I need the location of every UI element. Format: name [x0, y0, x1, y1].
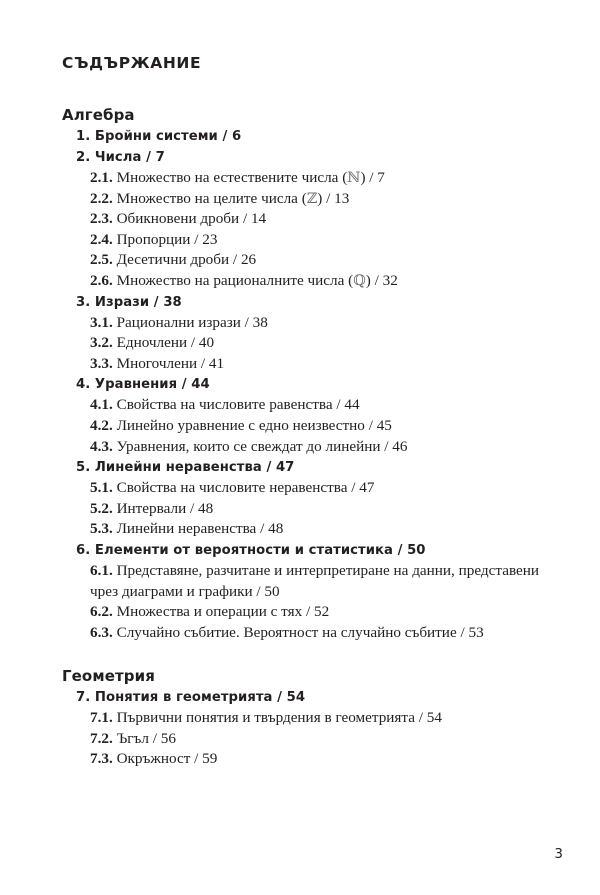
section-entry[interactable]: [90, 623, 560, 644]
section-title: Случайно събитие. Вероятност на случайно събитие / 53: [112, 623, 484, 641]
section-page-ref: ) / 32: [365, 271, 398, 289]
section-title: Окръжност / 59: [112, 750, 218, 768]
section-title: Множества и операции с тях / 52: [112, 603, 330, 621]
section-entry[interactable]: [90, 354, 560, 375]
chapter-entry[interactable]: 5. Линейни неравенства / 47: [76, 460, 295, 476]
chapter-entry[interactable]: 6. Елементи от вероятности и статистика / 50: [76, 542, 426, 558]
section-number: 7.1.: [90, 709, 113, 727]
section-entry[interactable]: [90, 230, 560, 251]
section-number: 6.3.: [90, 623, 113, 641]
section-entry[interactable]: [90, 209, 560, 230]
section-title: Ъгъл / 56: [112, 729, 176, 747]
section-entry[interactable]: [90, 416, 560, 437]
page-number: 3: [554, 846, 563, 862]
section-entry[interactable]: [90, 437, 560, 458]
section-number: 2.3.: [90, 210, 113, 228]
section-entry[interactable]: [90, 478, 560, 499]
part-heading: Алгебра: [62, 106, 135, 124]
section-title: Множество на рационалните числа (: [112, 271, 354, 289]
section-title: Свойства на числовите неравенства / 47: [112, 479, 375, 497]
section-title: Свойства на числовите равенства / 44: [112, 396, 360, 414]
table-of-contents: [0, 105, 600, 770]
section-entry[interactable]: [90, 313, 560, 334]
section-number: 2.1.: [90, 169, 113, 186]
number-set-symbol: ℕ: [347, 170, 361, 186]
section-title: Множество на естествените числа (: [112, 169, 348, 186]
section-entry[interactable]: [90, 561, 560, 602]
section-title: Рационални изрази / 38: [112, 313, 268, 331]
section-entry[interactable]: [90, 729, 560, 750]
chapter-entry[interactable]: 1. Бройни системи / 6: [76, 129, 242, 144]
section-title: Уравнения, които се свеждат до линейни / 46: [112, 437, 408, 455]
chapter-entry[interactable]: 2. Числа / 7: [76, 150, 165, 165]
section-title: Многочлени / 41: [112, 354, 225, 372]
section-title: Обикновени дроби / 14: [112, 210, 267, 228]
section-entry[interactable]: [90, 250, 560, 271]
section-number: 2.4.: [90, 230, 113, 248]
section-number: 7.3.: [90, 750, 113, 768]
section-number: 6.2.: [90, 603, 113, 621]
section-number: 2.6.: [90, 271, 113, 289]
chapter-entry[interactable]: 4. Уравнения / 44: [76, 377, 210, 393]
section-number: 2.2.: [90, 189, 113, 207]
section-entry[interactable]: [90, 271, 560, 292]
section-number: 4.2.: [90, 416, 113, 434]
section-number: 3.1.: [90, 313, 113, 331]
section-page-ref: ) / 7: [360, 169, 385, 186]
section-number: 5.1.: [90, 479, 113, 497]
section-entry[interactable]: [90, 708, 560, 729]
part-heading: Геометрия: [62, 667, 155, 686]
section-entry[interactable]: [90, 749, 560, 770]
chapter-entry[interactable]: 3. Изрази / 38: [76, 294, 182, 310]
section-number: 4.1.: [90, 396, 113, 414]
chapter-entry[interactable]: 7. Понятия в геометрията / 54: [76, 690, 306, 706]
section-number: 3.3.: [90, 354, 113, 372]
section-entry[interactable]: [90, 602, 560, 623]
section-title: Пропорции / 23: [112, 230, 218, 248]
section-title: Първични понятия и твърдения в геометрията / 54: [112, 709, 442, 727]
section-title: Интервали / 48: [112, 499, 214, 517]
section-number: 3.2.: [90, 334, 113, 352]
section-entry[interactable]: [90, 168, 560, 189]
section-entry[interactable]: [90, 519, 560, 540]
section-number: 7.2.: [90, 729, 113, 747]
number-set-symbol: ℤ: [306, 190, 318, 207]
section-number: 4.3.: [90, 437, 113, 455]
section-title: Линейно уравнение с едно неизвестно / 45: [112, 416, 392, 434]
section-number: 5.2.: [90, 499, 113, 517]
section-number: 2.5.: [90, 251, 113, 269]
section-number: 5.3.: [90, 520, 113, 538]
section-title: Множество на целите числа (: [112, 189, 307, 207]
section-entry[interactable]: [90, 499, 560, 520]
section-entry[interactable]: [90, 395, 560, 416]
section-title: Десетични дроби / 26: [112, 251, 257, 269]
section-title: Представяне, разчитане и интерпретиране на данни, представени чрез диаграми и графики / 50: [90, 561, 540, 600]
page-title: СЪДЪРЖАНИЕ: [62, 54, 202, 72]
section-title: Едночлени / 40: [112, 334, 215, 352]
section-entry[interactable]: [90, 333, 560, 354]
number-set-symbol: ℚ: [353, 272, 366, 289]
section-title: Линейни неравенства / 48: [112, 520, 284, 538]
section-entry[interactable]: [90, 189, 560, 210]
section-number: 6.1.: [90, 561, 113, 579]
section-page-ref: ) / 13: [317, 189, 350, 207]
